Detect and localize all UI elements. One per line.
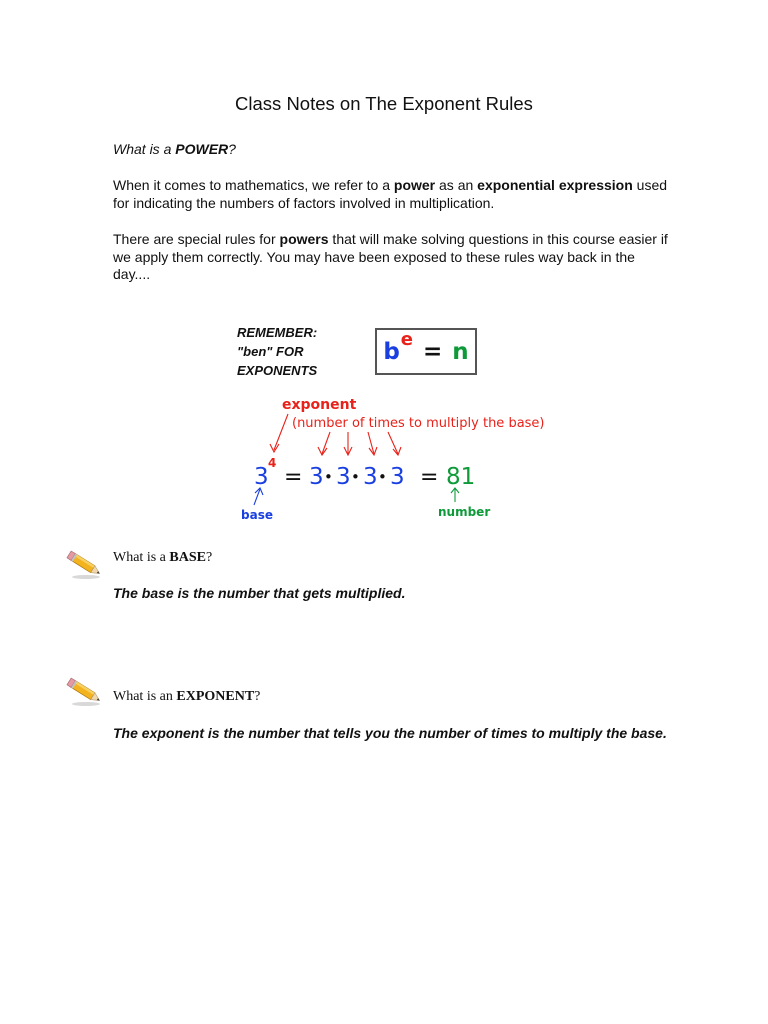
paragraph1-bold-1: power xyxy=(393,177,436,193)
equals-sign-1: = xyxy=(284,465,303,490)
ben-b: b xyxy=(383,338,400,365)
paragraph1-text-2: as an xyxy=(435,177,478,193)
power-question-suffix: ? xyxy=(228,141,236,157)
ben-equals: = xyxy=(423,338,443,365)
paragraph1-text-1: When it comes to mathematics, we refer to a xyxy=(113,177,394,193)
ben-n: n xyxy=(452,338,469,365)
remember-line-2: "ben" FOR xyxy=(237,344,304,359)
pencil-icon xyxy=(66,550,106,580)
number-label: number xyxy=(438,505,491,519)
power-question-prefix: What is a xyxy=(113,141,176,157)
base-question xyxy=(113,550,212,566)
exponent-question xyxy=(113,689,260,705)
exponent-description: (number of times to multiply the base) xyxy=(292,416,545,431)
special-rules-paragraph xyxy=(113,231,673,284)
exponent-answer: The exponent is the number that tells you the number of times to multiply the base. xyxy=(113,725,667,741)
factor-3: 3 xyxy=(363,464,378,490)
paragraph1-bold-2: exponential expression xyxy=(477,177,633,193)
remember-note xyxy=(237,323,357,380)
page-title: Class Notes on The Exponent Rules xyxy=(235,93,533,114)
pencil-icon xyxy=(66,677,106,707)
factor-2: 3 xyxy=(336,464,351,490)
ben-formula-box xyxy=(375,328,477,375)
exponent-diagram xyxy=(230,392,550,527)
ben-e: e xyxy=(400,329,414,350)
base-question-term: BASE xyxy=(169,550,206,565)
number-arrow xyxy=(451,488,459,502)
base-label: base xyxy=(241,508,273,522)
equals-sign-2: = xyxy=(420,465,439,490)
remember-line-1: REMEMBER: xyxy=(237,325,318,340)
power-definition-paragraph xyxy=(113,177,673,212)
factor-4: 3 xyxy=(390,464,405,490)
multiply-dot-1: • xyxy=(324,468,333,486)
paragraph2-bold-1: powers xyxy=(279,231,329,247)
base-answer: The base is the number that gets multiplied. xyxy=(113,585,406,601)
paragraph2-text-1: There are special rules for xyxy=(113,231,280,247)
exponent-question-term: EXPONENT xyxy=(176,689,255,704)
arrow-factor-4 xyxy=(388,432,398,454)
paragraph1-text-3: used for indicating the numbers of factors involved in multiplication. xyxy=(113,177,668,211)
base-digit: 3 xyxy=(254,464,269,490)
arrow-to-exponent xyxy=(274,414,288,450)
remember-line-3: EXPONENTS xyxy=(237,363,318,378)
exponent-question-prefix: What is an xyxy=(113,689,177,704)
paragraph2-text-2: that will make solving questions in this course easier if we apply them correctly. You may have been exposed to these rules way back in the day.... xyxy=(113,231,668,282)
power-question-term: POWER xyxy=(175,141,229,157)
exponent-question-suffix: ? xyxy=(254,689,261,704)
factor-1: 3 xyxy=(309,464,324,490)
base-arrow xyxy=(254,488,263,505)
arrow-head-factor-1 xyxy=(318,447,327,455)
multiply-dot-3: • xyxy=(378,468,387,486)
exponent-label: exponent xyxy=(282,397,357,413)
multiply-dot-2: • xyxy=(351,468,360,486)
power-question xyxy=(113,141,673,159)
result-number: 81 xyxy=(446,464,476,490)
base-question-prefix: What is a xyxy=(113,550,170,565)
base-question-suffix: ? xyxy=(205,550,213,565)
exponent-digit: 4 xyxy=(268,456,277,470)
arrow-factor-1 xyxy=(322,432,330,454)
